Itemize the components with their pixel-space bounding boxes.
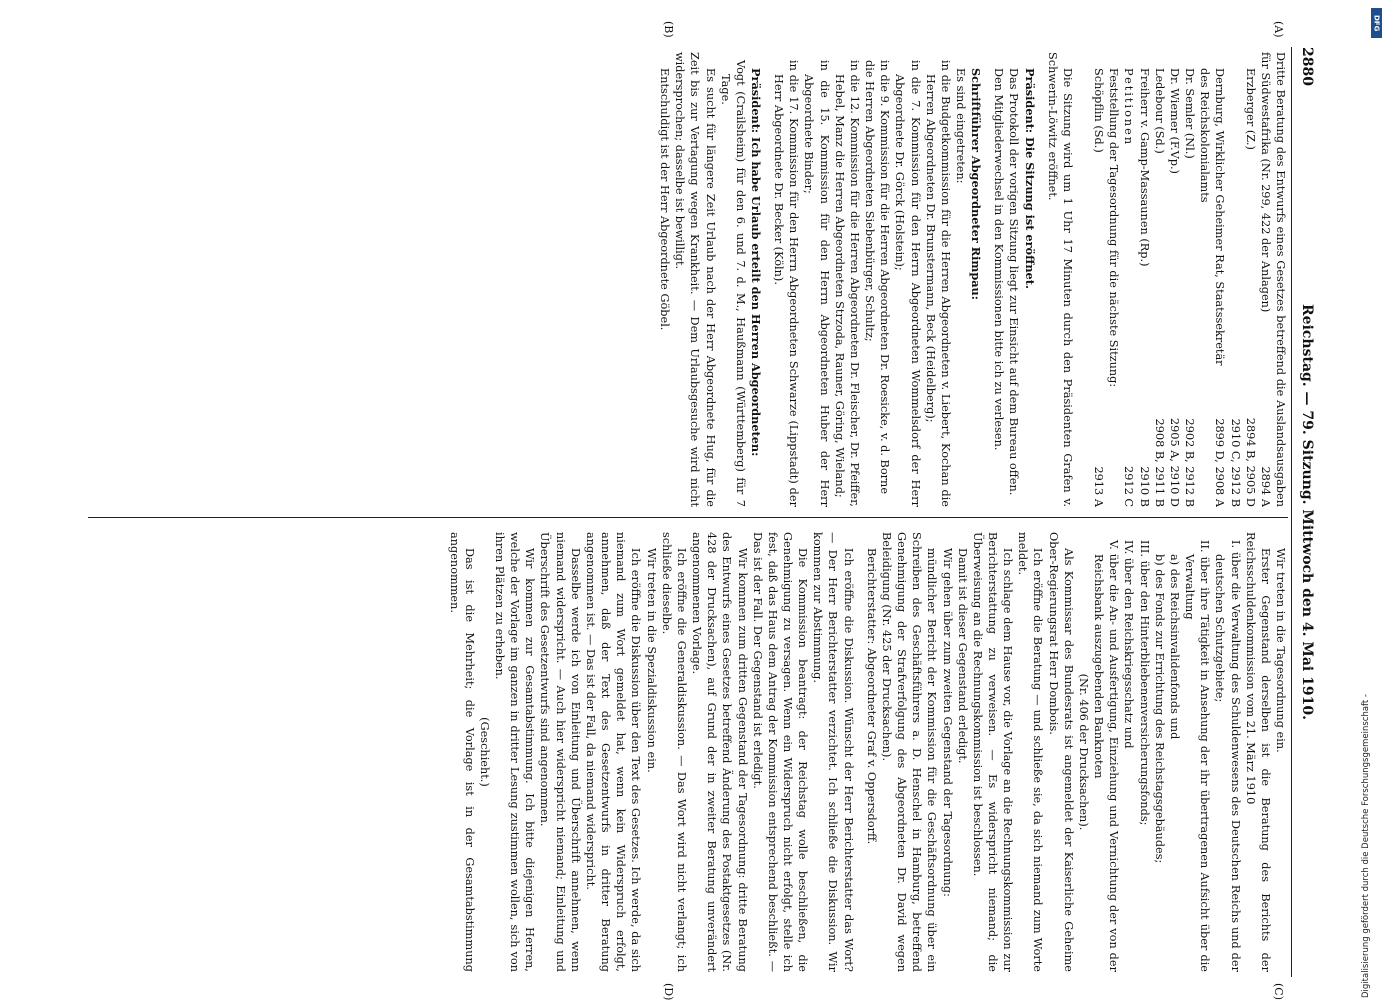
dfg-logo: DFG bbox=[1371, 8, 1382, 38]
left-column bbox=[88, 52, 1288, 507]
paragraph: Als Kommissar des Bundesrats ist angemeldet der Kaiserliche Geheime Ober-Regierungsrat Herr Dombois. bbox=[1046, 532, 1075, 972]
leave-entry: Es sucht für längere Zeit Urlaub nach der Herr Abgeordnete Hug, für die Zeit bis zur Vertagung wegen Krankheit. — Dem Urlaubsgesuche wird nicht widersprochen; dasselbe ist bewilligt. bbox=[673, 52, 717, 507]
margin-mark-d: (D) bbox=[662, 983, 675, 1000]
paragraph: Die Kommission beantragt: der Reichstag wolle beschließen, die Genehmigung zu versagen. Wenn ein Widerspruch nicht erfolgt, stelle ich fest, daß das Haus dem Antrag der Kommission entsprechend beschließt. — Das ist der Fall. Der Gegenstand ist erledigt. bbox=[750, 532, 810, 972]
president-remark: Präsident: Ich habe Urlaub erteilt den Herren Abgeordneten: bbox=[749, 68, 763, 457]
secretary-label: Schriftführer Abgeordneter Rimpau: bbox=[969, 68, 984, 300]
header-rule bbox=[1291, 47, 1292, 977]
commission-item: in die 12. Kommission für die Herren Abgeordneten Dr. Fleischer, Dr. Pfeiffer, Hebel, Manz die Herren Abgeordneten Strzoda, Rauner, Göring, Wieland; bbox=[832, 60, 861, 507]
toc-line: Freiherr v. Gamp-Massaunen (Rp.) 2910 B bbox=[1137, 68, 1151, 507]
paragraph: Wir treten in die Tagesordnung ein. bbox=[1274, 548, 1287, 753]
paragraph: Wir kommen zum dritten Gegenstand der Tagesordnung: dritte Beratung des Entwurfs eines Gesetzes betreffend Änderung des Postaktgesetzes (Nr. 428 der Drucksachen), auf Grund der in zweiter Beratung unverändert angenommenen Vorlage. bbox=[690, 532, 749, 972]
digitization-footnote: Digitalisierung gefördert durch die Deutsche Forschungsgemeinschaft - bbox=[1361, 694, 1371, 998]
paragraph: Ich eröffne die Beratung — und schließe sie, da sich niemand zum Worte meldet. bbox=[1016, 532, 1045, 972]
opening-statement: Die Sitzung wird um 1 Uhr 17 Minuten durch den Präsidenten Grafen v. Schwerin-Löwitz eröffnet. bbox=[1045, 52, 1074, 507]
president-remark: Präsident: Die Sitzung ist eröffnet. bbox=[1022, 68, 1037, 289]
commission-item: in die 17. Kommission für den Herrn Abgeordneten Schwarze (Lippstadt) der Herr Abgeordnete Dr. Becker (Köln). bbox=[772, 60, 801, 507]
paragraph: Ich eröffne die Generaldiskussion. — Das Wort wird nicht verlangt; ich schließe dieselbe. bbox=[659, 532, 688, 972]
paragraph: Ich eröffne die Diskussion über den Text des Gesetzes. Ich werde, da sich niemand zum Wort gemeldet hat, wenn kein Widerspruch erfolgt, annehmen, daß der Text des Gesetzentwurfs in dritter Beratung angenommen ist. — Das ist der Fall, da niemand widerspricht. bbox=[583, 532, 643, 972]
paragraph: Dasselbe werde ich von Einleitung und Überschrift annehmen, wenn niemand widerspricht. — Auch hier widerspricht niemand; Einleitung und Überschrift des Gesetzentwurfs sind angenommen. bbox=[538, 532, 582, 972]
margin-mark-c: (C) bbox=[1272, 983, 1285, 1000]
paragraph: Wir treten in die Spezialdiskussion ein. bbox=[644, 548, 658, 773]
toc-line: 2910 C, 2912 B bbox=[1228, 418, 1242, 507]
commission-item: in die 7. Kommission für den Herrn Abgeordneten Wommelsdorf der Herr Abgeordnete Dr. Görck (Holstein); bbox=[893, 60, 922, 507]
paragraph: Erster Gegenstand derselben ist die Beratung des Berichts der Reichsschuldenkommission vom 21. März 1910 bbox=[1243, 532, 1272, 972]
toc-line: Dernburg, Wirklicher Geheimer Rat, Staatssekretär des Reichskolonialamts 2899 D, 2908 A bbox=[1198, 68, 1227, 507]
agenda-item: V. über die An- und Ausfertigung, Einziehung und Vernichtung der von der Reichsbank auszugebenden Banknoten bbox=[1092, 540, 1121, 972]
member-change-request: Den Mitgliederwechsel in den Kommissionen bitte ich zu verlesen. bbox=[992, 68, 1006, 451]
toc-line: Schöpflin (Sd.) 2913 A bbox=[1092, 68, 1106, 507]
toc-line: Erzberger (Z.) 2894 B, 2905 D bbox=[1243, 68, 1257, 507]
agenda-item: I. über die Verwaltung des Schuldenwesens des Deutschen Reichs und der deutschen Schutzgebiete; bbox=[1213, 540, 1242, 972]
margin-mark-a: (A) bbox=[1272, 21, 1285, 38]
agenda-item: IV. über den Reichskriegsschatz und bbox=[1122, 540, 1136, 749]
toc-line: Dr. Semler (Nl.) 2902 B, 2912 B bbox=[1183, 68, 1197, 507]
entered-label: Es sind eingetreten: bbox=[954, 68, 968, 184]
agenda-item: a) des Reichsinvalidenfonds und bbox=[1167, 554, 1181, 740]
paragraph: Ich eröffne die Diskussion. Wünscht der Herr Berichterstatter das Wort? — Der Herr Berichterstatter verzichtet. Ich schließe die Diskussion. Wir kommen zur Abstimmung. bbox=[811, 532, 855, 972]
paragraph: Berichterstatter: Abgeordneter Graf v. Oppersdorff. bbox=[864, 548, 878, 845]
paragraph: Damit ist dieser Gegenstand erledigt. bbox=[955, 548, 969, 764]
column-separator bbox=[88, 517, 1288, 518]
agenda-item: III. über den Hinterbliebenenversicherungsfonds; bbox=[1137, 540, 1151, 826]
commission-item: in die 15. Kommission für den Herrn Abgeordneten Huber der Herr Abgeordnete Binder; bbox=[802, 60, 831, 507]
protocol-note: Das Protokoll der vorigen Sitzung liegt zur Einsicht auf dem Bureau offen. bbox=[1007, 68, 1021, 496]
margin-mark-b: (B) bbox=[662, 21, 675, 38]
right-column bbox=[88, 532, 1288, 972]
excused-note: Entschuldigt ist der Herr Abgeordnete Göbel. bbox=[658, 68, 672, 331]
running-header bbox=[1292, 47, 1316, 977]
agenda-item: II. über ihre Tätigkeit in Ansehung der ihr übertragenen Aufsicht über die Verwaltung bbox=[1183, 540, 1212, 972]
commission-item: die Herren Abgeordneten Siebenbürger, Schultz; bbox=[863, 60, 877, 342]
commission-item: in die Budgetkommission für die Herren Abgeordneten v. Liebert, Kochan die Herren Abgeordneten Dr. Brunstermann, Beck (Heidelberg); bbox=[923, 60, 952, 507]
document-reference: (Nr. 406 der Drucksachen). bbox=[1076, 673, 1090, 831]
page-number: 2880 bbox=[1299, 47, 1315, 86]
toc-line: Petitionen 2912 C bbox=[1122, 68, 1136, 507]
commission-item: in die 9. Kommission für die Herren Abgeordneten Dr. Roesicke, v. d. Borne bbox=[878, 60, 892, 495]
paragraph: mündlicher Bericht der Kommission für die Geschäftsordnung über ein Schreiben des Geschäftsführers a. D. Henschel in Hamburg, betreffend Genehmigung der Strafverfolgung des Abgeordneten Dr. David wegen Beleidigung (Nr. 425 der Drucksachen). bbox=[879, 532, 939, 972]
toc-line: Ledebour (Sd.) 2908 B, 2911 B bbox=[1152, 68, 1166, 507]
paragraph: Das ist die Mehrheit; die Vorlage ist in der Gesamtabstimmung angenommen. bbox=[447, 532, 476, 972]
paragraph: Wir gehen über zum zweiten Gegenstand der Tagesordnung: bbox=[940, 548, 954, 897]
leave-entry: Vogt (Crailsheim) für den 6. und 7. d. M., Haußmann (Württemberg) für 7 Tage. bbox=[718, 60, 747, 507]
toc-line: Feststellung der Tagesordnung für die nächste Sitzung: bbox=[1107, 68, 1121, 388]
agenda-item: b) des Fonds zur Errichtung des Reichstagsgebäudes; bbox=[1152, 554, 1166, 864]
toc-intro: Dritte Beratung des Entwurfs eines Gesetzes betreffend die Auslandsausgaben für Südwestafrika (Nr. 299, 422 der Anlagen) 2894 A bbox=[1258, 52, 1287, 507]
paragraph: Ich schlage dem Hause vor, die Vorlage an die Rechnungskommission zur Berichterstattung zu verweisen. — Es widerspricht niemand; die Überweisung an die Rechnungskommission ist beschlossen. bbox=[970, 532, 1015, 972]
paragraph: Wir kommen zur Gesamtabstimmung. Ich bitte diejenigen Herren, welche der Vorlage im ganzen in dritter Lesung zustimmen wollen, sich von ihren Plätzen zu erheben. bbox=[493, 532, 537, 972]
header-title: Reichstag. — 79. Sitzung. Mittwoch den 4. Mai 1910. bbox=[1299, 304, 1315, 720]
rotated-document-page bbox=[71, 21, 1316, 1000]
paragraph: (Geschieht.) bbox=[477, 717, 491, 787]
toc-line: Dr. Wiemer (F.Vp.) 2905 A, 2910 D bbox=[1167, 68, 1181, 507]
